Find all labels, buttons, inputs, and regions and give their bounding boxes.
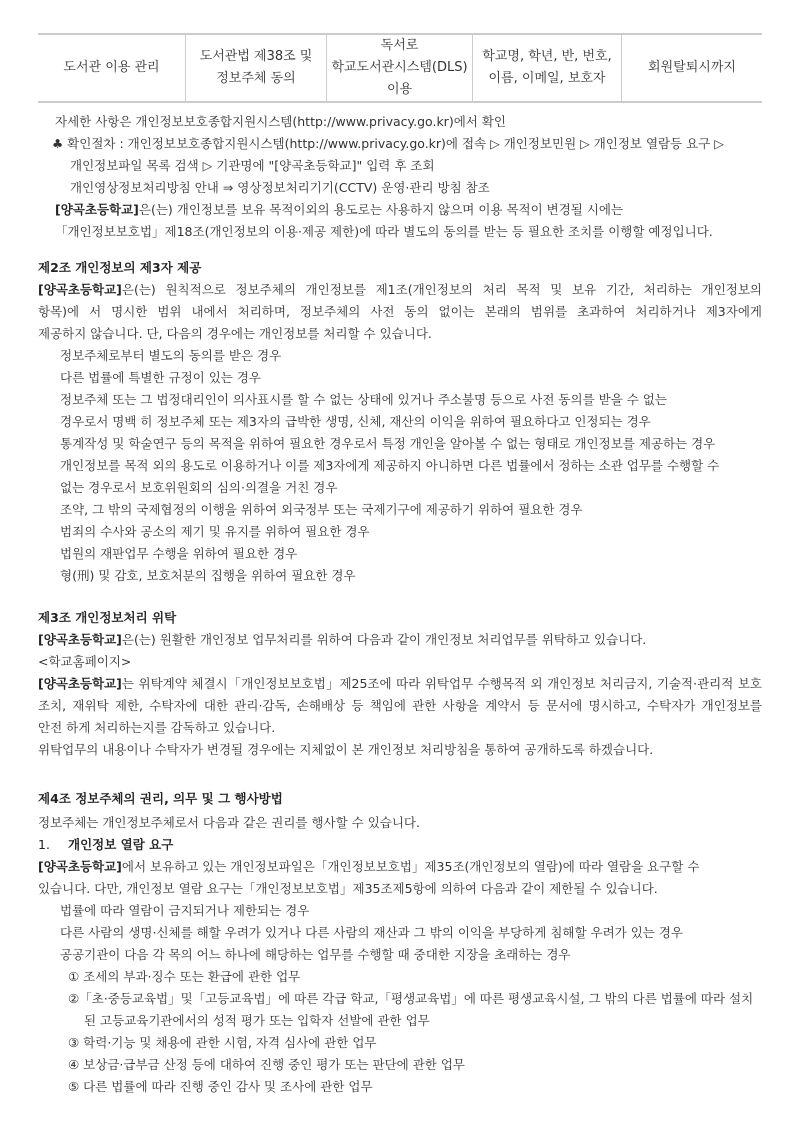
text-line (38, 856, 762, 878)
line-text: 범죄의 수사와 공소의 제기 및 유지를 위하여 필요한 경우 (60, 524, 370, 539)
text-line (38, 345, 762, 367)
table-cell-items: 학교명, 학년, 반, 번호, 이름, 이메일, 보호자 (473, 34, 622, 102)
line-text: 안전 하게 처리하는지를 감독하고 있습니다. (38, 720, 276, 735)
line-text: 은(는) 개인정보를 보유 목적이외의 용도로는 사용하지 않으며 이용 목적이 변경될 시에는 (138, 202, 624, 217)
text-line (38, 673, 762, 695)
line-text: 은(는) 원활한 개인정보 업무처리를 위하여 다음과 같이 개인정보 처리업무를 위탁하고 있습니다. (121, 632, 647, 647)
line-text: 다른 법률에 특별한 규정이 있는 경우 (60, 370, 261, 385)
line-text: 통계작성 및 학술연구 등의 목적을 위하여 필요한 경우로서 특정 개인을 알아볼 수 없는 형태로 개인정보를 제공하는 경우 (60, 436, 716, 451)
text-line (38, 922, 762, 944)
text-line (38, 221, 762, 243)
line-text: 개인영상정보처리방침 안내 ⇒ 영상정보처리기기(CCTV) 운영·관리 방침 참조 (70, 180, 490, 195)
line-text: ⑤ 다른 법률에 따라 진행 중인 감사 및 조사에 관한 업무 (68, 1079, 373, 1094)
text-line (38, 521, 762, 543)
text-line (38, 323, 762, 345)
subsection-number: 1. (38, 837, 50, 852)
text-line (38, 411, 762, 433)
line-text: 경우로서 명백 히 정보주체 또는 제3자의 급박한 생명, 신체, 재산의 이익을 위하여 필요하다고 인정되는 경우 (60, 414, 651, 429)
text-line (38, 155, 762, 177)
table-cell-legal-basis: 도서관법 제38조 및 정보주체 동의 (186, 34, 327, 102)
text-line (38, 455, 762, 477)
line-text: 조치, 재위탁 제한, 수탁자에 대한 관리·감독, 손해배상 등 책임에 관한 사항을 계약서 등 문서에 명시하고, 수탁자가 개인정보를 (38, 698, 762, 713)
section-heading (38, 257, 762, 279)
text-line (38, 565, 762, 587)
line-text: 위탁업무의 내용이나 수탁자가 변경될 경우에는 지체없이 본 개인정보 처리방침을 통하여 공개하도록 하겠습니다. (38, 742, 654, 757)
text-line (38, 111, 762, 133)
line-text: 제4조 정보주체의 권리, 의무 및 그 행사방법 (38, 791, 283, 806)
line-text: 법원의 재판업무 수행을 위하여 필요한 경우 (60, 546, 298, 561)
line-text: 개인정보파일 목록 검색 ▷ 기관명에 "[양곡초등학교]" 입력 후 조회 (70, 158, 435, 173)
text-line (38, 900, 762, 922)
text-line (38, 177, 762, 199)
line-text: 공공기관이 다음 각 목의 어느 하나에 해당하는 업무를 수행할 때 중대한 지장을 초래하는 경우 (60, 947, 571, 962)
line-text: 개인정보를 목적 외의 용도로 이용하거나 이를 제3자에게 제공하지 아니하면 다른 법률에서 정하는 소관 업무를 수행할 수 (60, 458, 720, 473)
line-text: 제3조 개인정보처리 위탁 (38, 610, 177, 625)
text-line (38, 1054, 762, 1076)
line-text: 는 위탁계약 체결시「개인정보보호법」제25조에 따라 위탁업무 수행목적 외 개인정보 처리금지, 기술적·관리적 보호 (121, 676, 762, 691)
line-text: 법률에 따라 열람이 금지되거나 제한되는 경우 (60, 903, 310, 918)
section-heading (38, 788, 762, 810)
table-cell-purpose: 도서관 이용 관리 (63, 60, 160, 75)
retention-table (38, 33, 762, 103)
table-cell-period: 회원탈퇴시까지 (622, 34, 763, 102)
text-line (38, 433, 762, 455)
text-line (38, 966, 762, 988)
line-text: 정보주체는 개인정보주체로서 다음과 같은 권리를 행사할 수 있습니다. (38, 815, 420, 830)
line-text: 있습니다. 다만, 개인정보 열람 요구는「개인정보보호법」제35조제5항에 의하여 다음과 같이 제한될 수 있습니다. (38, 881, 658, 896)
line-text: 없는 경우로서 보호위원회의 심의·의결을 거친 경우 (60, 480, 338, 495)
line-text: 된 고등교육기관에서의 성적 평가 또는 입학자 선발에 관한 업무 (84, 1013, 430, 1028)
institution-name: [양곡초등학교] (38, 676, 122, 691)
line-text: ① 조세의 부과·징수 또는 환급에 관한 업무 (68, 969, 301, 984)
section-heading (38, 607, 762, 629)
line-text: 정보주체 또는 그 법정대리인이 의사표시를 할 수 없는 상태에 있거나 주소불명 등으로 사전 동의를 받을 수 없는 (60, 392, 667, 407)
text-line (38, 389, 762, 411)
text-line (38, 499, 762, 521)
table-cell-system: 독서로 학교도서관시스템(DLS) 이용 (327, 34, 473, 102)
text-line (38, 944, 762, 966)
text-line (38, 878, 762, 900)
text-line (38, 133, 762, 155)
line-text: <학교홈페이지> (38, 654, 132, 669)
line-text: 제공하지 않습니다. 단, 다음의 경우에는 개인정보를 처리할 수 있습니다. (38, 326, 432, 341)
line-text: 에서 보유하고 있는 개인정보파일은「개인정보보호법」제35조(개인정보의 열람)에 따라 열람을 요구할 수 (121, 859, 700, 874)
institution-name: [양곡초등학교] (38, 632, 122, 647)
text-line (38, 301, 762, 323)
text-line (38, 199, 762, 221)
institution-name: [양곡초등학교] (55, 202, 139, 217)
line-text: 다른 사람의 생명·신체를 해할 우려가 있거나 다른 사람의 재산과 그 밖의 이익을 부당하게 침해할 우려가 있는 경우 (60, 925, 683, 940)
text-line (38, 812, 762, 834)
text-line (38, 543, 762, 565)
line-text: 개인정보 열람 요구 (68, 837, 174, 852)
text-line (38, 1076, 762, 1098)
institution-name: [양곡초등학교] (38, 859, 122, 874)
subsection-heading (38, 834, 762, 856)
line-text: 형(刑) 및 감호, 보호처분의 집행을 위하여 필요한 경우 (60, 568, 356, 583)
text-line (38, 651, 762, 673)
text-line (38, 695, 762, 717)
document-body (38, 111, 762, 1098)
line-text: 정보주체로부터 별도의 동의를 받은 경우 (60, 348, 282, 363)
line-text: ♣ 확인절차 : 개인정보보호종합지원시스템(http://www.privacy.go.kr)에 접속 ▷ 개인정보민원 ▷ 개인정보 열람등 요구 ▷ (52, 136, 724, 151)
line-text: 항목)에 서 명시한 범위 내에서 처리하며, 정보주체의 사전 동의 없이는 본래의 범위를 초과하여 처리하거나 제3자에게 (38, 304, 762, 319)
text-line (38, 717, 762, 739)
text-line (38, 477, 762, 499)
table-row (38, 34, 762, 102)
text-line (38, 739, 762, 761)
text-line (38, 1032, 762, 1054)
line-text: 은(는) 원칙적으로 정보주체의 개인정보를 제1조(개인정보의 처리 목적 및 보유 기간, 처리하는 개인정보의 (121, 282, 762, 297)
line-text: ③ 학력·기능 및 채용에 관한 시험, 자격 심사에 관한 업무 (68, 1035, 377, 1050)
text-line (38, 1010, 762, 1032)
line-text: ④ 보상금·급부금 산정 등에 대하여 진행 중인 평가 또는 판단에 관한 업무 (68, 1057, 465, 1072)
text-line (38, 988, 762, 1010)
line-text: 자세한 사항은 개인정보보호종합지원시스템(http://www.privacy.go.kr)에서 확인 (55, 114, 506, 129)
institution-name: [양곡초등학교] (38, 282, 122, 297)
line-text: 「개인정보보호법」제18조(개인정보의 이용·제공 제한)에 따라 별도의 동의를 받는 등 필요한 조치를 이행할 예정입니다. (55, 224, 713, 239)
line-text: 제2조 개인정보의 제3자 제공 (38, 260, 202, 275)
text-line (38, 629, 762, 651)
line-text: 조약, 그 밖의 국제협정의 이행을 위하여 외국정부 또는 국제기구에 제공하기 위하여 필요한 경우 (60, 502, 583, 517)
text-line (38, 279, 762, 301)
line-text: ②「초·중등교육법」및「고등교육법」에 따른 각급 학교,「평생교육법」에 따른 평생교육시설, 그 밖의 다른 법률에 따라 설치 (68, 991, 754, 1006)
text-line (38, 367, 762, 389)
